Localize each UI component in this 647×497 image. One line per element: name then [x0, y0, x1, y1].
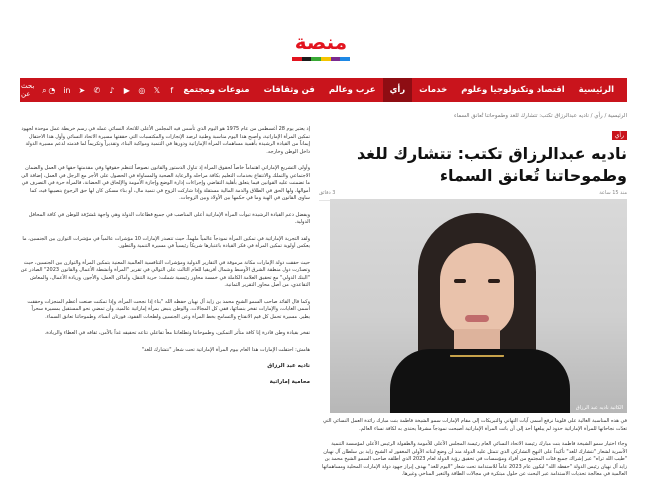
article-paragraph: ويفضل دعم القيادة الرشيدة تبوأت المرأة الإماراتية أعلى المناصب في جميع قطاعات الدولة وهي واجهة مُشرّفة للوطن في كافة المحافل الدولية.	[28, 211, 310, 225]
tiktok-icon[interactable]: ♪	[109, 85, 115, 95]
logo-bar-segment	[302, 57, 312, 61]
article-title: ناديه عبدالرزاق تكتب: تتشارك للغد وطموحاتنا تُعانق السماء	[356, 144, 627, 185]
instagram-icon[interactable]: ◎	[138, 85, 146, 95]
nav-item-home[interactable]: الرئيسية	[578, 85, 614, 95]
logo-color-bar	[292, 57, 350, 61]
logo-bar-segment	[311, 57, 321, 61]
search-label: بحث عن	[21, 82, 35, 98]
logo-bar-segment	[321, 57, 331, 61]
linkedin-icon[interactable]: in	[63, 85, 71, 95]
article-paragraph: وأولى التشريع الإماراتي اهتماماً خاصاً لحقوق المرأة إذ تناول الدستور والقانون نصوصاً لتنظم حقوقها وفي مقدمتها حقها في العمل والضمان الاجتماعي والتملك والانتفاع بخدمات التعليم بكافة مراحله والرعاية الصحية والمساواة في الحصول على الأجر مع الرجل في العمل، إضافة الى ما تضمنت عليه القوانين فيما يتعلق بأهلية التقاضي وإجراءات إدارة الوضع وإجازة الأمومة والإلحاق في الحضانة، فالمرأة حرة في التصرف في أموالها، ولها الحق في الطلاق والذمة المالية مستقلة وإذا شاركت الزوج في تنمية مال، أو بناء مسكن كان لها حق الرجوع بنصيبها فيه، كما ساوى القانون في الهبة وما في حكمها بين الأولاد وبين الزوجات.	[21, 165, 310, 201]
telegram-icon[interactable]: ➤	[78, 85, 86, 95]
article-left-column	[20, 126, 310, 395]
article-paragraph: حيث حققت دولة الإمارات مكانة مرموقة في التقارير الدولية ومؤشرات التنافسية العالمية المعنية بتمكين المرأة والتوازن بين الجنسين، حيث وتصدّرت دول منطقة الشرق الأوسط وشمال أفريقيا للعام الثالث على التوالي في تقرير "المرأة وأنشطة الأعمال والقانون 2023" الصادر عن "البنك الدولي" مع تحقيق العلامة الكاملة في خمسة محاور رئيسية شملت: حرية التنقل، وأماكن العمل، والأجور، وريادة الأعمال، والمعاش التقاعدي، من أصل محاور التقرير الثمانية.	[20, 259, 310, 288]
search-icon[interactable]: ⌕	[42, 85, 47, 95]
logo-bar-segment	[292, 57, 302, 61]
photo-caption: الكاتبة ناديه عبد الرزاق	[575, 405, 623, 411]
article-paragraph: في هذه المناسبة الغالية على قلوبنا نرفع أسمى آيات التهاني والتبريكات إلى مقام الإمارات سمو الشيخة فاطمة بنت مبارك رائدة العمل النسائي التي تعدّت نجاحاتها للمرأة الإماراتية حدود لم يبلغها أحد إلى أن باتت المرأة الإماراتية أصبحت نموذجاً مشرفاً يحتذى به لكافة نساء العالم.	[322, 418, 627, 432]
whatsapp-icon[interactable]: ✆	[93, 85, 101, 95]
author-title: محامية إماراتية	[269, 379, 310, 385]
article-paragraph: هامش: احتفلت الإمارات هذا العام بيوم المرأة الإماراتية تحت شعار "نتشارك للغد"	[141, 346, 310, 353]
article-date: منذ 15 ساعة	[599, 190, 627, 196]
youtube-icon[interactable]: ▶	[123, 85, 130, 95]
photo-eye-right	[488, 279, 500, 283]
nav-item-opinion[interactable]: رأي	[383, 78, 413, 102]
article-paragraph: وكما قال القائد صاحب السمو الشيخ محمد بن زايد آل نهيان حفظه الله "بناء إذا نجحت المرأة، وإذا تمكنت صنعت أعظم المنجزات وحققت أسمى الغايات، والإمارات تفخر بنسائها، ففي كل المجالات، والوطن ينبض بمرأة إماراتية عالمية، وأن تمضي نحو المستقبل بمسيرة سحراً يطير. مسيرة تحمل كل قيم الانفتاح والتسامح بخط المرأة وعن الجنسين ولطحات القفود، فورتان أنساء، وطموحاتنا تعانق السماء.	[27, 298, 310, 320]
logo-bar-segment	[331, 57, 341, 61]
article-paragraph: تفخر بقيادة وطن قادرة إنا كافة متأثر التمكين، وطموحاتنا وتطلعاتنا معاً تفاعلي نتاعه تحقيقه غداً بالأمن، ثقافه في العطاء والريادة.	[44, 330, 310, 336]
logo-bar-segment	[340, 57, 350, 61]
article-paragraph: ولقد التجربة الإماراتية في تمكين المرأة نموذجاً عالمياً ملهماً، حيث تتصدر الإمارات 10 مؤشرات عالمياً في مؤشرات التوازن بين الجنسين، ما يعكس أولوية تمكين المرأة في فكر القيادة باعتبارها شريكاً رئيسياً في مسيرة التنمية والتطور.	[22, 235, 310, 249]
nav-item-culture[interactable]: فن وثقافات	[263, 85, 315, 95]
article-paragraph: إذ يعتبر يوم 28 أغسطس من عام 1975 هو اليوم الذي تأسس فيه المجلس الأعلى للاتحاد النسائي عمله في رسم خريطة عمل موحدة لجهود تمكين المرأة الإماراتية، وأصبح هذا اليوم مناسبة وطنية لرصد الإنجازات والمكتسبات التي حققتها مسيرة الاتحاد النسائي وأول هذا الاحتفال إيماناً من القيادة الرشيدة بأهمية مساهمات المرأة الإماراتية ودورها في التنمية ومواكبة البناء، وتقديراً وتكريماً لما قدمته لدعم مسيرة الدولة داخل الوطن وخارجه.	[21, 126, 310, 155]
photo-necklace	[450, 355, 504, 371]
nav-item-society[interactable]: منوعات ومجتمع	[183, 85, 250, 95]
social-icons	[47, 86, 176, 95]
breadcrumb: الرئيسية / رأي / ناديه عبدالرزاق تكتب: تتشارك للغد وطموحاتنا تُعانق السماء	[453, 113, 627, 119]
photo-eye-left	[454, 279, 466, 283]
facebook-icon[interactable]: f	[170, 85, 174, 95]
article-paragraph: وجاء اختيار سمو الشيخة فاطمة بنت مبارك رئيسة الاتحاد النسائي العام رئيسة المجلس الأعلى للأمومة والطفولة الرئيس الأعلى لمؤسسة التنمية الأسرية لشعار "نتشارك للغد" تأكيداً على النهج التشاركي الذي تتمثل عليه الدولة منذ أن وضع لبناته الأولى المغفور له الشيخ زايد بن سلطان آل نهيان "طيب الله ثراه" عبر إشراك جميع فئات المجتمع من أفراد ومؤسسات في تحقيق رؤية الدولة لعام 2023 الذي أطلقه صاحب السمو الشيخ محمد بن زايد آل نهيان رئيس الدولة "حفظه الله" ليكون عام 2023 عاماً للاستدامة تحت شعار "اليوم للغد" بهدف إبراز جهود دولة الإمارات المحلية ومساهماتها العالمية في معالجة تحديات الاستدامة عبر البحث عن حلول مبتكرة في مجالات الطاقة والتغير المناخي وغيرها.	[321, 441, 627, 477]
photo-lips	[465, 315, 489, 322]
main-nav	[20, 78, 627, 102]
author-name: ناديه عبد الرزاق	[267, 363, 310, 369]
site-header	[0, 0, 647, 78]
author-photo	[330, 199, 627, 413]
nav-search[interactable]	[21, 82, 47, 98]
x-icon[interactable]: 𝕏	[153, 85, 161, 95]
nav-item-services[interactable]: خدمات	[419, 85, 448, 95]
nav-item-economy[interactable]: اقتصاد وتكنولوجيا وعلوم	[461, 85, 565, 95]
logo-text: منصة	[294, 30, 348, 54]
nav-item-world[interactable]: عرب وعالم	[328, 85, 376, 95]
rss-icon[interactable]: ◔	[48, 85, 56, 95]
read-time: 3 دقائق	[319, 190, 336, 196]
site-logo[interactable]	[288, 30, 354, 64]
photo-face	[440, 243, 514, 337]
category-tag[interactable]: رأي	[612, 131, 627, 140]
